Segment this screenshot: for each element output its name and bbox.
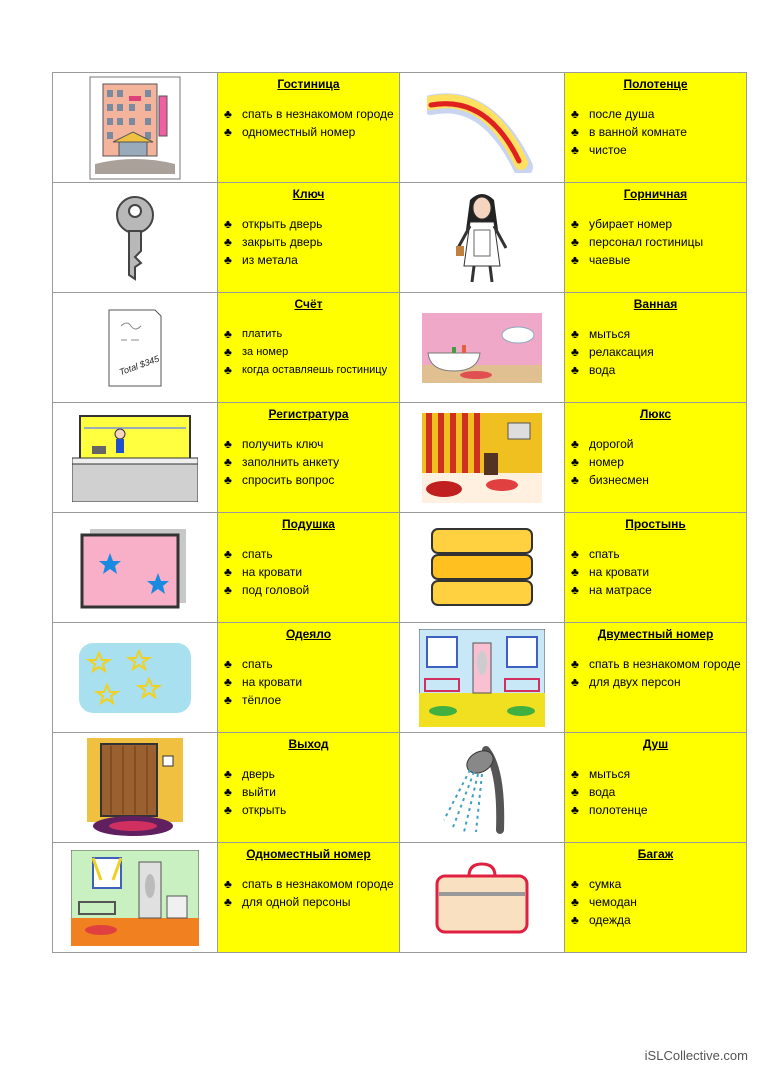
list-item: ♣ когда оставляешь гостиницу — [224, 363, 388, 377]
club-bullet-icon: ♣ — [224, 327, 232, 341]
club-bullet-icon: ♣ — [571, 895, 579, 909]
list-item: ♣ дверь — [224, 767, 275, 781]
club-bullet-icon: ♣ — [224, 565, 232, 579]
hint-list — [565, 875, 746, 929]
club-bullet-icon: ♣ — [571, 785, 579, 799]
list-item: ♣ за номер — [224, 345, 289, 359]
club-bullet-icon: ♣ — [571, 583, 579, 597]
word-card — [565, 183, 747, 293]
club-bullet-icon: ♣ — [571, 363, 579, 377]
word-title: Двуместный номер — [597, 627, 714, 641]
table-row — [53, 623, 747, 733]
club-bullet-icon: ♣ — [224, 107, 232, 121]
word-card — [565, 403, 747, 513]
club-bullet-icon: ♣ — [224, 895, 232, 909]
sheet-icon — [430, 527, 534, 609]
word-title: Ключ — [292, 187, 325, 201]
table-row — [53, 733, 747, 843]
hotel-icon — [89, 76, 181, 180]
picture-cell — [53, 183, 218, 293]
picture-cell — [53, 843, 218, 953]
list-item: ♣ мыться — [571, 327, 631, 341]
word-title: Люкс — [639, 407, 672, 421]
word-card — [218, 293, 400, 403]
word-card — [565, 73, 747, 183]
word-card — [218, 843, 400, 953]
picture-cell — [400, 183, 565, 293]
table-row — [53, 73, 747, 183]
site-watermark: iSLCollective.com — [644, 1048, 748, 1063]
list-item: ♣ чистое — [571, 143, 627, 157]
bathroom-icon — [422, 313, 542, 383]
list-item: ♣ открыть дверь — [224, 217, 323, 231]
list-item: ♣ заполнить анкету — [224, 455, 340, 469]
word-title: Выход — [288, 737, 329, 751]
reception-icon — [72, 414, 198, 502]
club-bullet-icon: ♣ — [571, 473, 579, 487]
word-title: Одноместный номер — [246, 847, 371, 861]
hint-list — [218, 655, 399, 709]
club-bullet-icon: ♣ — [224, 693, 232, 707]
club-bullet-icon: ♣ — [224, 803, 232, 817]
picture-cell — [400, 513, 565, 623]
club-bullet-icon: ♣ — [224, 253, 232, 267]
list-item: ♣ релаксация — [571, 345, 654, 359]
club-bullet-icon: ♣ — [571, 803, 579, 817]
word-card — [218, 513, 400, 623]
word-card — [218, 733, 400, 843]
club-bullet-icon: ♣ — [224, 345, 232, 359]
list-item: ♣ платить — [224, 327, 283, 341]
word-card — [218, 183, 400, 293]
table-row — [53, 403, 747, 513]
list-item: ♣ вода — [571, 785, 616, 799]
club-bullet-icon: ♣ — [224, 363, 232, 377]
club-bullet-icon: ♣ — [571, 125, 579, 139]
key-icon — [105, 193, 165, 283]
club-bullet-icon: ♣ — [224, 437, 232, 451]
word-card — [565, 843, 747, 953]
club-bullet-icon: ♣ — [571, 235, 579, 249]
picture-cell — [53, 623, 218, 733]
double-room-icon — [419, 629, 545, 727]
list-item: ♣ после душа — [571, 107, 655, 121]
list-item: ♣ спать в незнакомом городе — [224, 107, 394, 121]
list-item: ♣ персонал гостиницы — [571, 235, 704, 249]
hint-list — [565, 325, 746, 379]
club-bullet-icon: ♣ — [224, 547, 232, 561]
suite-icon — [422, 413, 542, 503]
hint-list — [565, 215, 746, 269]
word-title: Душ — [642, 737, 669, 751]
picture-cell — [400, 73, 565, 183]
word-card — [218, 403, 400, 513]
word-title: Гостиница — [277, 77, 340, 91]
hint-list — [565, 655, 746, 691]
club-bullet-icon: ♣ — [571, 143, 579, 157]
list-item: ♣ выйти — [224, 785, 276, 799]
list-item: ♣ спать — [224, 547, 273, 561]
picture-cell — [400, 733, 565, 843]
list-item: ♣ под головой — [224, 583, 310, 597]
blanket-icon — [77, 641, 193, 715]
table-row — [53, 183, 747, 293]
word-card — [218, 623, 400, 733]
list-item: ♣ убирает номер — [571, 217, 673, 231]
list-item: ♣ спросить вопрос — [224, 473, 335, 487]
club-bullet-icon: ♣ — [571, 345, 579, 359]
club-bullet-icon: ♣ — [224, 767, 232, 781]
bill-total-text: Total $345 — [117, 353, 161, 377]
hint-list — [218, 765, 399, 819]
club-bullet-icon: ♣ — [224, 657, 232, 671]
table-row — [53, 293, 747, 403]
word-card — [218, 73, 400, 183]
single-room-icon — [71, 850, 199, 946]
list-item: ♣ чемодан — [571, 895, 637, 909]
list-item: ♣ мыться — [571, 767, 631, 781]
club-bullet-icon: ♣ — [224, 235, 232, 249]
towel-icon — [427, 83, 537, 173]
club-bullet-icon: ♣ — [571, 657, 579, 671]
word-card — [565, 733, 747, 843]
maid-icon — [452, 190, 512, 286]
list-item: ♣ номер — [571, 455, 624, 469]
club-bullet-icon: ♣ — [571, 547, 579, 561]
word-title: Горничная — [623, 187, 688, 201]
club-bullet-icon: ♣ — [224, 217, 232, 231]
word-title: Одеяло — [285, 627, 332, 641]
picture-cell — [53, 513, 218, 623]
club-bullet-icon: ♣ — [571, 767, 579, 781]
club-bullet-icon: ♣ — [571, 877, 579, 891]
word-title: Полотенце — [623, 77, 688, 91]
list-item: ♣ для двух персон — [571, 675, 681, 689]
list-item: ♣ вода — [571, 363, 616, 377]
list-item: ♣ на матрасе — [571, 583, 652, 597]
hint-list — [565, 105, 746, 159]
club-bullet-icon: ♣ — [571, 455, 579, 469]
picture-cell — [53, 733, 218, 843]
hint-list — [218, 875, 399, 911]
club-bullet-icon: ♣ — [224, 583, 232, 597]
pillow-icon — [80, 525, 190, 611]
hint-list — [565, 545, 746, 599]
word-title: Багаж — [637, 847, 674, 861]
club-bullet-icon: ♣ — [571, 437, 579, 451]
table-row — [53, 843, 747, 953]
list-item: ♣ тёплое — [224, 693, 282, 707]
table-row — [53, 513, 747, 623]
picture-cell — [400, 293, 565, 403]
picture-cell — [400, 843, 565, 953]
club-bullet-icon: ♣ — [571, 675, 579, 689]
hint-list — [218, 105, 399, 141]
club-bullet-icon: ♣ — [571, 565, 579, 579]
vocabulary-table — [52, 72, 747, 953]
club-bullet-icon: ♣ — [571, 327, 579, 341]
word-card — [565, 623, 747, 733]
hint-list — [218, 215, 399, 269]
club-bullet-icon: ♣ — [571, 217, 579, 231]
list-item: ♣ спать — [224, 657, 273, 671]
list-item: ♣ открыть — [224, 803, 287, 817]
word-title: Ванная — [633, 297, 678, 311]
club-bullet-icon: ♣ — [224, 455, 232, 469]
hint-list — [218, 435, 399, 489]
club-bullet-icon: ♣ — [571, 253, 579, 267]
picture-cell — [400, 403, 565, 513]
list-item: ♣ закрыть дверь — [224, 235, 323, 249]
picture-cell — [53, 73, 218, 183]
word-card — [565, 293, 747, 403]
hint-list — [218, 545, 399, 599]
list-item: ♣ получить ключ — [224, 437, 324, 451]
club-bullet-icon: ♣ — [224, 473, 232, 487]
list-item: ♣ спать — [571, 547, 620, 561]
club-bullet-icon: ♣ — [224, 125, 232, 139]
club-bullet-icon: ♣ — [571, 107, 579, 121]
hint-list — [565, 435, 746, 489]
list-item: ♣ бизнесмен — [571, 473, 649, 487]
list-item: ♣ полотенце — [571, 803, 648, 817]
word-title: Подушка — [282, 517, 335, 531]
hint-list — [218, 325, 399, 379]
hint-list — [565, 765, 746, 819]
list-item: ♣ спать в незнакомом городе — [224, 877, 394, 891]
picture-cell — [400, 623, 565, 733]
list-item: ♣ на кровати — [571, 565, 650, 579]
list-item: ♣ одежда — [571, 913, 631, 927]
luggage-icon — [433, 860, 531, 936]
list-item: ♣ одноместный номер — [224, 125, 356, 139]
word-title: Регистратура — [268, 407, 349, 421]
list-item: ♣ для одной персоны — [224, 895, 351, 909]
list-item: ♣ чаевые — [571, 253, 631, 267]
list-item: ♣ сумка — [571, 877, 622, 891]
word-title: Простынь — [625, 517, 686, 531]
picture-cell — [53, 403, 218, 513]
list-item: ♣ на кровати — [224, 675, 303, 689]
club-bullet-icon: ♣ — [571, 913, 579, 927]
word-title: Счёт — [294, 297, 323, 311]
list-item: ♣ на кровати — [224, 565, 303, 579]
club-bullet-icon: ♣ — [224, 785, 232, 799]
list-item: ♣ спать в незнакомом городе — [571, 657, 741, 671]
club-bullet-icon: ♣ — [224, 675, 232, 689]
list-item: ♣ из метала — [224, 253, 298, 267]
list-item: ♣ дорогой — [571, 437, 634, 451]
club-bullet-icon: ♣ — [224, 877, 232, 891]
shower-icon — [442, 740, 522, 836]
word-card — [565, 513, 747, 623]
list-item: ♣ в ванной комнате — [571, 125, 687, 139]
bill-icon — [105, 308, 165, 388]
picture-cell — [53, 293, 218, 403]
exit-door-icon — [87, 738, 183, 838]
